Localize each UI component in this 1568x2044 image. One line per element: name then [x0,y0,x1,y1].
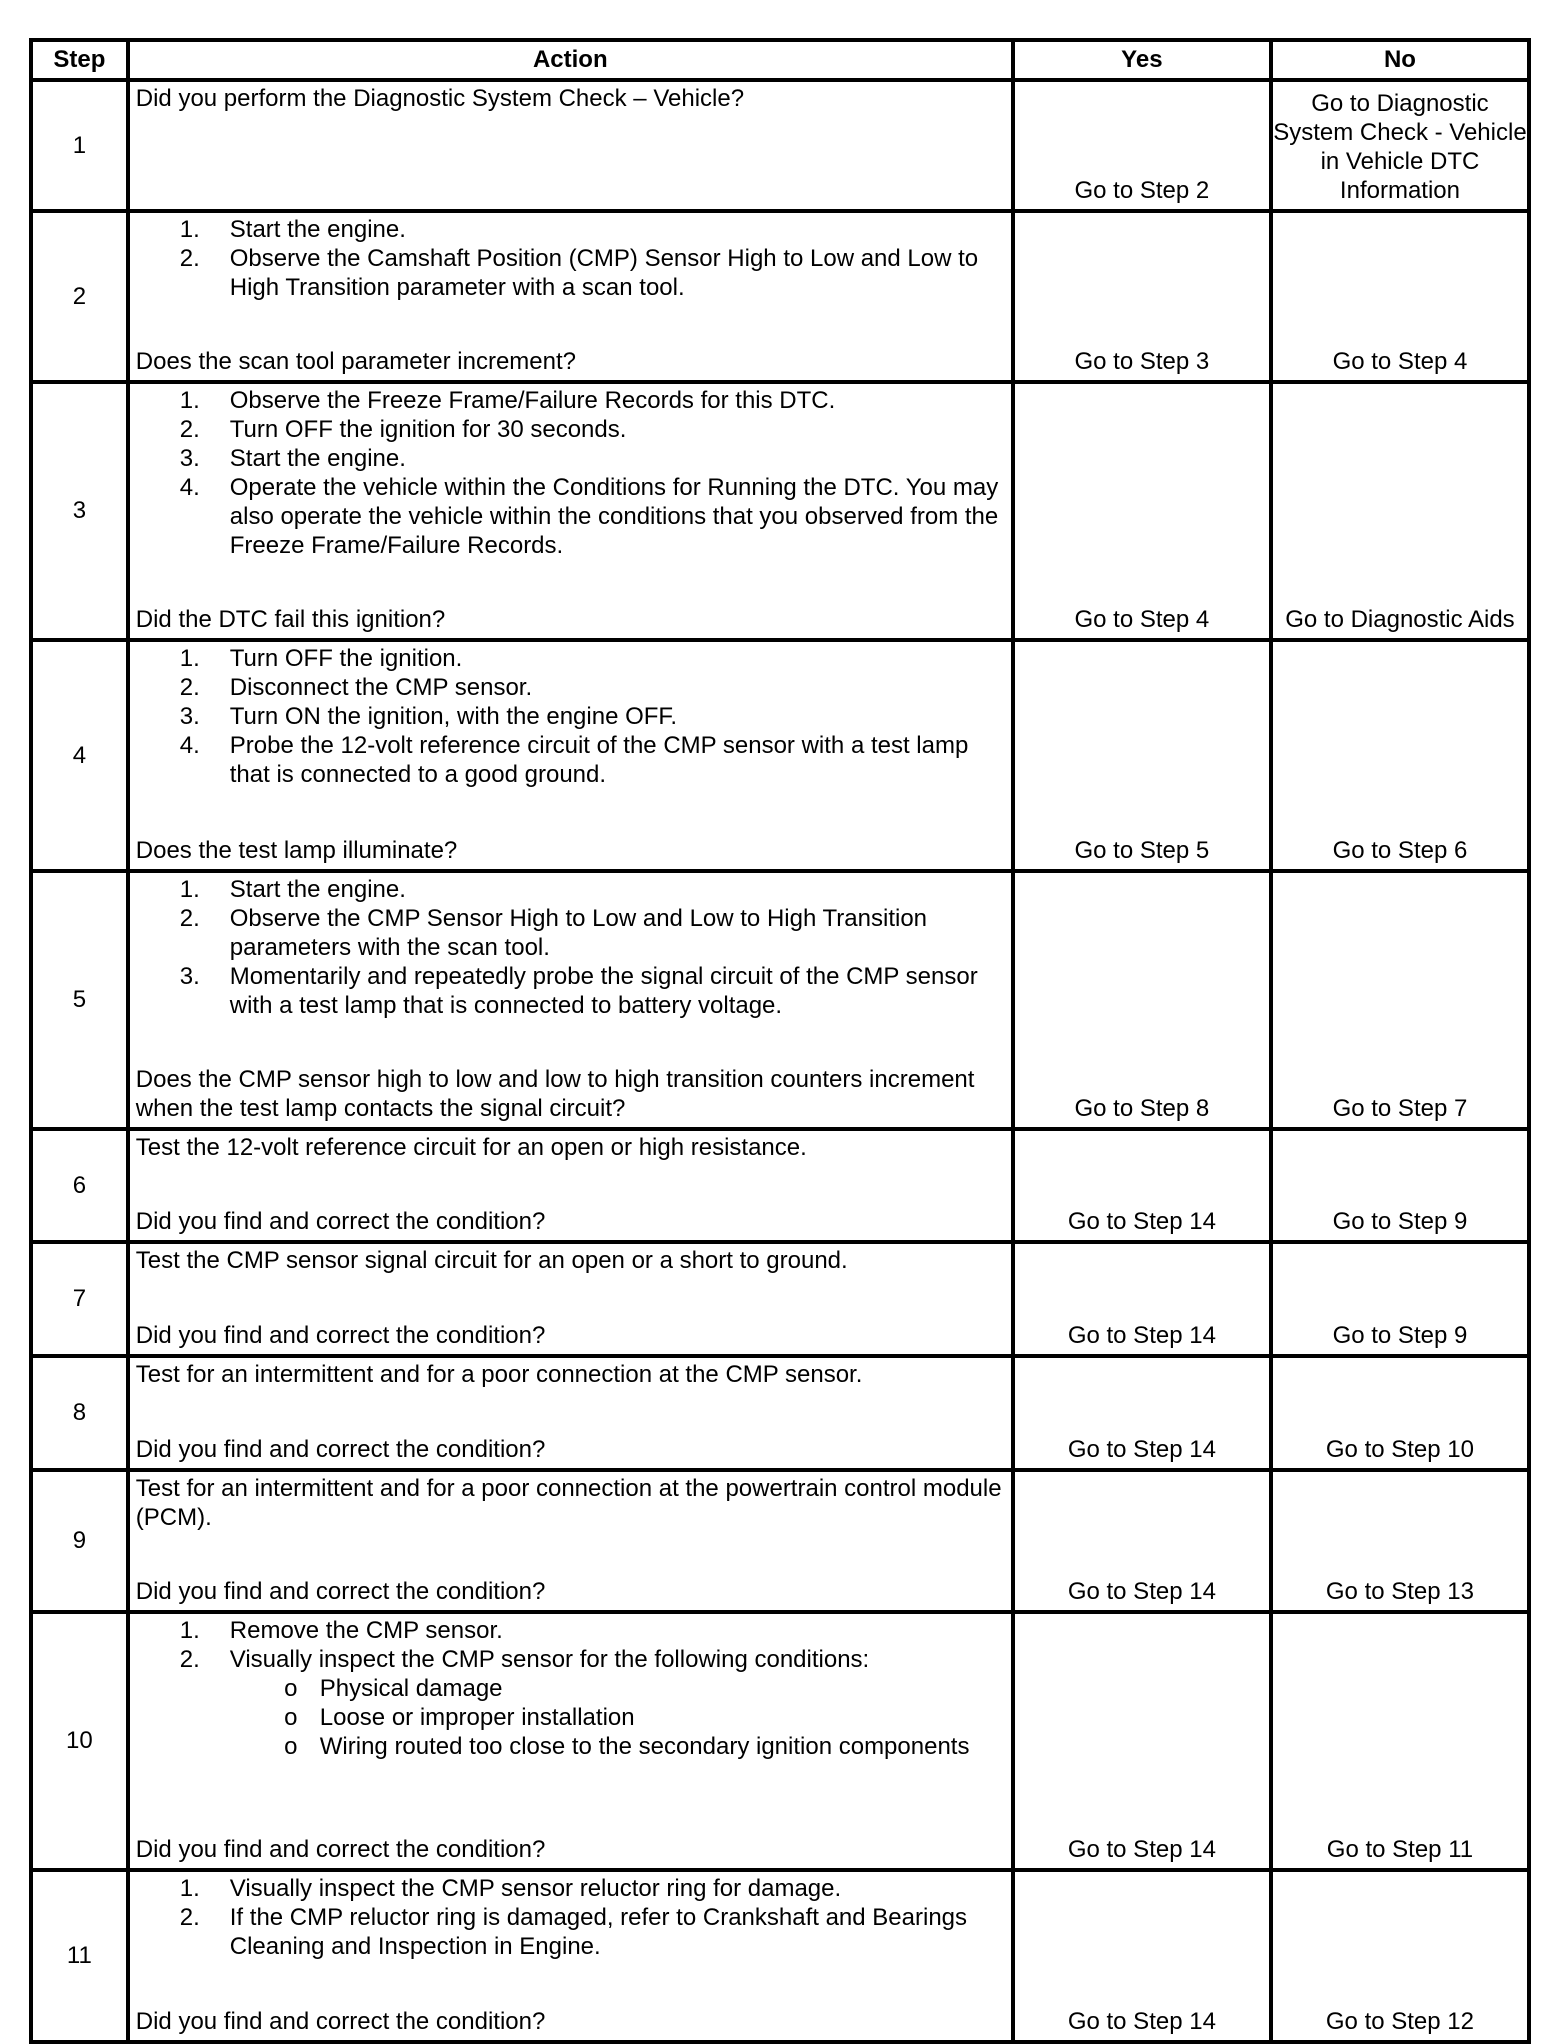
no-cell [1271,211,1529,382]
action-content [130,213,1011,380]
header-no: No [1271,40,1529,80]
yes-result: Go to Step 14 [1067,1322,1216,1349]
step-text [230,415,1005,444]
action-cell [128,382,1013,640]
sub-step [230,1703,1005,1732]
step-number: 6 [31,1129,128,1242]
action-content [130,642,1011,869]
action-body [136,1246,1005,1275]
yes-cell [1013,1242,1271,1356]
action-content [130,1614,1011,1868]
action-question: Did you find and correct the condition? [135,1208,546,1235]
action-step [136,1616,1005,1645]
action-question: Did the DTC fail this ignition? [135,606,446,633]
step-text-content: Momentarily and repeatedly probe the signal circuit of the CMP sensor with a test lamp that is connected to battery voltage. [229,963,978,1019]
step-index: 3. [179,703,200,730]
step-index: 2. [179,416,200,443]
action-step [136,215,1005,244]
step-index: 1. [179,876,200,903]
action-content [130,384,1011,638]
step-text [230,215,1005,244]
action-steps [136,1874,1005,1961]
table-row [31,871,1529,1129]
step-text [230,1903,1005,1961]
action-content [130,1244,1011,1354]
action-body [136,386,1005,560]
step-text-content: Start the engine. [229,216,406,243]
action-step [136,244,1005,302]
action-intro: Test the 12-volt reference circuit for an open or high resistance. [135,1134,807,1161]
step-text [230,1645,1005,1674]
yes-result: Go to Step 14 [1067,1836,1216,1863]
table-row [31,1242,1529,1356]
no-cell [1271,1242,1529,1356]
action-cell [128,1356,1013,1470]
step-text [230,702,1005,731]
action-intro: Test for an intermittent and for a poor connection at the powertrain control module (PCM). [135,1475,1002,1531]
no-cell [1271,1356,1529,1470]
no-cell [1271,1470,1529,1612]
sub-step-text: Physical damage [319,1675,503,1702]
no-cell [1271,1129,1529,1242]
no-result: Go to Step 6 [1332,837,1468,864]
yes-result: Go to Step 5 [1074,837,1210,864]
step-text-content: Observe the Camshaft Position (CMP) Sensor High to Low and Low to High Transition parameter with a scan tool. [229,245,979,301]
yes-result: Go to Step 3 [1074,348,1210,375]
action-body [136,1133,1005,1162]
step-number: 8 [31,1356,128,1470]
action-body [136,84,1005,113]
table-row [31,1870,1529,2042]
no-cell [1271,871,1529,1129]
table-row [31,80,1529,211]
action-step [136,875,1005,904]
step-number: 7 [31,1242,128,1356]
step-index: 2. [179,905,200,932]
step-number: 3 [31,382,128,640]
action-steps [136,1616,1005,1761]
no-result: Go to Step 10 [1325,1436,1474,1463]
bullet-icon: o [284,1733,298,1760]
no-cell [1271,382,1529,640]
step-text [230,473,1005,560]
action-step [136,1874,1005,1903]
step-text-content: Observe the CMP Sensor High to Low and Low to High Transition parameters with the scan tool. [229,905,928,961]
step-number: 4 [31,640,128,871]
step-text [230,904,1005,962]
step-text-content: Turn ON the ignition, with the engine OFF. [229,703,678,730]
step-text-content: Turn OFF the ignition for 30 seconds. [229,416,627,443]
step-number: 5 [31,871,128,1129]
sub-step-text: Loose or improper installation [319,1704,635,1731]
table-row [31,211,1529,382]
yes-result: Go to Step 14 [1067,1436,1216,1463]
action-body [136,1474,1005,1532]
yes-cell [1013,1870,1271,2042]
step-index: 2. [179,245,200,272]
step-text [230,875,1005,904]
action-steps [136,644,1005,789]
no-result: Go to Diagnostic System Check - Vehicle in Vehicle DTC Information [1273,90,1527,204]
step-text [230,1874,1005,1903]
step-index: 1. [179,645,200,672]
step-index: 1. [179,387,200,414]
action-steps [136,875,1005,1020]
no-result: Go to Step 11 [1326,1836,1474,1863]
step-text-content: Start the engine. [229,876,406,903]
diagnostic-table [29,38,1531,2044]
action-content [130,1358,1011,1468]
yes-result: Go to Step 2 [1074,177,1210,204]
step-text [230,1616,1005,1645]
action-content [130,1472,1011,1610]
yes-result: Go to Step 4 [1074,606,1210,633]
action-body [136,1360,1005,1389]
action-cell [128,871,1013,1129]
action-step [136,444,1005,473]
yes-cell [1013,1129,1271,1242]
yes-result: Go to Step 14 [1067,2008,1216,2035]
step-index: 2. [179,1904,200,1931]
no-cell [1271,640,1529,871]
action-cell [128,1470,1013,1612]
step-text [230,962,1005,1020]
table-row [31,1470,1529,1612]
action-step [136,644,1005,673]
action-body [136,215,1005,302]
table-row [31,1612,1529,1870]
step-text-content: Visually inspect the CMP sensor for the following conditions: [229,1646,870,1673]
action-body [136,1616,1005,1761]
action-step [136,673,1005,702]
step-text-content: Probe the 12-volt reference circuit of the CMP sensor with a test lamp that is connected to a good ground. [229,732,969,788]
action-step [136,1645,1005,1674]
yes-cell [1013,1470,1271,1612]
step-number: 10 [31,1612,128,1870]
step-index: 2. [179,674,200,701]
bullet-icon: o [284,1675,298,1702]
step-number: 9 [31,1470,128,1612]
action-question: Did you find and correct the condition? [135,1578,546,1605]
step-number: 1 [31,80,128,211]
step-text-content: If the CMP reluctor ring is damaged, refer to Crankshaft and Bearings Cleaning and Inspection in Engine. [229,1904,968,1960]
step-index: 1. [179,216,200,243]
sub-step [230,1732,1005,1761]
table-body [31,80,1529,2042]
no-result: Go to Diagnostic Aids [1285,606,1515,633]
no-result: Go to Step 4 [1332,348,1468,375]
step-number: 2 [31,211,128,382]
step-index: 1. [179,1875,200,1902]
yes-cell [1013,80,1271,211]
action-step [136,386,1005,415]
yes-cell [1013,871,1271,1129]
action-cell [128,640,1013,871]
step-text-content: Disconnect the CMP sensor. [229,674,533,701]
action-content [130,1131,1011,1240]
step-text [230,244,1005,302]
action-body [136,875,1005,1020]
action-steps [136,386,1005,560]
action-intro: Did you perform the Diagnostic System Check – Vehicle? [135,85,745,112]
yes-cell [1013,211,1271,382]
step-text [230,444,1005,473]
action-step [136,415,1005,444]
step-text [230,673,1005,702]
sub-step-text: Wiring routed too close to the secondary ignition components [319,1733,970,1760]
step-text [230,731,1005,789]
table-row [31,1356,1529,1470]
step-text-content: Observe the Freeze Frame/Failure Records for this DTC. [229,387,836,414]
table-row [31,1129,1529,1242]
action-cell [128,1612,1013,1870]
action-step [136,473,1005,560]
step-index: 4. [179,732,200,759]
action-question: Did you find and correct the condition? [135,1322,546,1349]
action-step [136,731,1005,789]
yes-result: Go to Step 8 [1074,1095,1210,1122]
step-text-content: Start the engine. [229,445,406,472]
no-result: Go to Step 9 [1332,1322,1468,1349]
action-steps [136,215,1005,302]
action-content [130,1872,1011,2040]
no-cell [1271,1870,1529,2042]
action-step [136,1903,1005,1961]
step-index: 1. [179,1617,200,1644]
action-question: Does the scan tool parameter increment? [135,348,576,375]
yes-cell [1013,1612,1271,1870]
no-cell [1271,1612,1529,1870]
step-number: 11 [31,1870,128,2042]
step-text-content: Turn OFF the ignition. [229,645,463,672]
sub-step [230,1674,1005,1703]
step-text-content: Operate the vehicle within the Conditions for Running the DTC. You may also operate the vehicle within the conditions that you observed from the Freeze Frame/Failure Records. [229,474,999,559]
header-row [31,40,1529,80]
action-cell [128,1129,1013,1242]
bullet-icon: o [284,1704,298,1731]
action-question: Did you find and correct the condition? [135,1836,546,1863]
action-cell [128,211,1013,382]
sub-steps [230,1674,1005,1761]
step-text [230,644,1005,673]
step-text [230,386,1005,415]
action-body [136,644,1005,789]
action-content [130,873,1011,1127]
step-index: 2. [179,1646,200,1673]
action-content [130,82,1011,209]
step-text-content: Visually inspect the CMP sensor reluctor ring for damage. [229,1875,842,1902]
action-question: Does the test lamp illuminate? [135,837,458,864]
action-cell [128,1242,1013,1356]
no-cell [1271,80,1529,211]
header-action: Action [128,40,1013,80]
header-yes: Yes [1013,40,1271,80]
action-question: Does the CMP sensor high to low and low to high transition counters increment when the test lamp contacts the signal circuit? [135,1066,975,1122]
action-step [136,904,1005,962]
header-step: Step [31,40,128,80]
step-index: 3. [179,963,200,990]
no-result: Go to Step 7 [1332,1095,1468,1122]
step-index: 4. [179,474,200,501]
step-text-content: Remove the CMP sensor. [229,1617,503,1644]
no-result: Go to Step 13 [1325,1578,1474,1605]
step-index: 3. [179,445,200,472]
yes-result: Go to Step 14 [1067,1578,1216,1605]
yes-cell [1013,640,1271,871]
table-row [31,640,1529,871]
no-result: Go to Step 9 [1332,1208,1468,1235]
action-step [136,702,1005,731]
action-cell [128,80,1013,211]
table-row [31,382,1529,640]
action-question: Did you find and correct the condition? [135,1436,546,1463]
yes-cell [1013,1356,1271,1470]
action-step [136,962,1005,1020]
action-question: Did you find and correct the condition? [135,2008,546,2035]
action-cell [128,1870,1013,2042]
action-intro: Test for an intermittent and for a poor connection at the CMP sensor. [135,1361,863,1388]
action-body [136,1874,1005,1961]
yes-cell [1013,382,1271,640]
yes-result: Go to Step 14 [1067,1208,1216,1235]
no-result: Go to Step 12 [1325,2008,1474,2035]
action-intro: Test the CMP sensor signal circuit for an open or a short to ground. [135,1247,848,1274]
